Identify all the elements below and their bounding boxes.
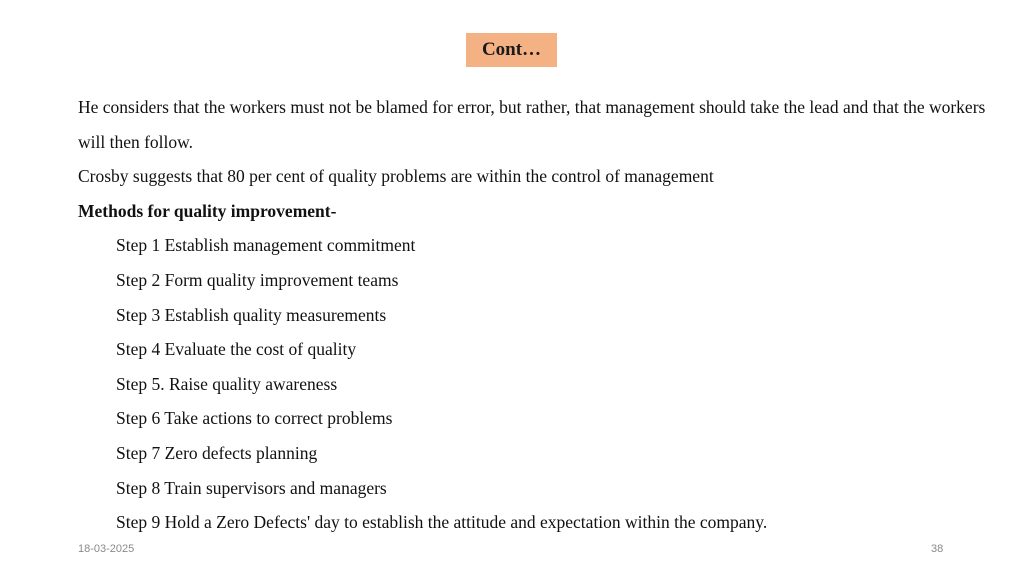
steps-list	[78, 228, 998, 539]
step-item-6: Step 6 Take actions to correct problems	[116, 408, 393, 429]
step-item-5: Step 5. Raise quality awareness	[116, 373, 338, 394]
step-item-4: Step 4 Evaluate the cost of quality	[116, 339, 357, 360]
paragraph-crosby: Crosby suggests that 80 per cent of quality problems are within the control of management	[78, 166, 714, 187]
methods-heading: Methods for quality improvement-	[78, 200, 337, 221]
step-item-9: Step 9 Hold a Zero Defects' day to establish the attitude and expectation within the company.	[116, 512, 768, 533]
step-item-8: Step 8 Train supervisors and managers	[116, 477, 387, 498]
step-item-7: Step 7 Zero defects planning	[116, 442, 318, 463]
page-number: 38	[931, 543, 944, 555]
slide-content	[78, 90, 998, 540]
step-item-1: Step 1 Establish management commitment	[116, 235, 416, 256]
paragraph-workers: He considers that the workers must not be blamed for error, but rather, that management should take the lead and that the workers will then follow.	[78, 97, 986, 152]
step-item-2: Step 2 Form quality improvement teams	[116, 269, 399, 290]
footer-date: 18-03-2025	[78, 543, 135, 555]
step-item-3: Step 3 Establish quality measurements	[116, 304, 387, 325]
slide-title: Cont…	[466, 33, 557, 67]
